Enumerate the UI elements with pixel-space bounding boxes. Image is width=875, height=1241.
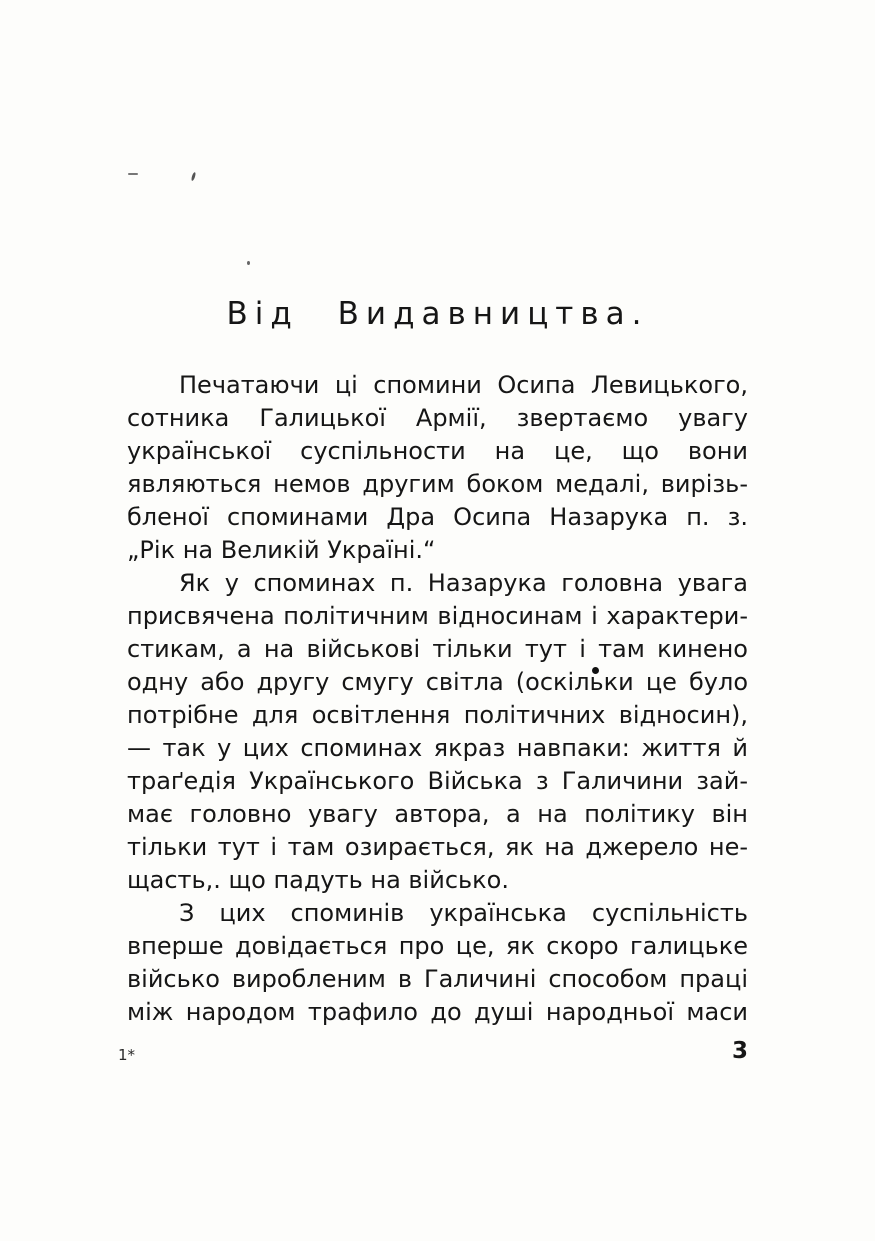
text-line: одну або другу смугу світла (оскільки це було	[127, 668, 748, 696]
scan-artifact	[191, 172, 197, 181]
paragraph	[127, 897, 748, 1029]
text-line: З цих споминів українська суспільність	[179, 899, 748, 927]
text-line: між народом трафило до душі народньої маси	[127, 998, 748, 1026]
text-line: Як у споминах п. Назарука головна увага	[179, 569, 748, 597]
text-line: бленої споминами Дра Осипа Назарука п. з.	[127, 503, 748, 531]
text-line: має головно увагу автора, а на політику він	[127, 800, 748, 828]
text-line: — так у цих споминах якраз навпаки: життя й	[127, 734, 748, 762]
text-line: присвячена політичним відносинам і характери-	[127, 602, 748, 630]
text-line: тільки тут і там озирається, як на джерело не-	[127, 833, 748, 861]
scan-artifact	[128, 173, 138, 175]
text-line: щасть,. що падуть на військо.	[127, 866, 509, 894]
page-number: 3	[731, 1038, 748, 1064]
text-line: „Рік на Великій Україні.“	[127, 536, 436, 564]
page-footer	[118, 1038, 748, 1064]
text-block	[127, 369, 748, 1029]
text-line: військо виробленим в Галичині способом праці	[127, 965, 748, 993]
text-line: траґедія Українського Війська з Галичини зай-	[127, 767, 748, 795]
text-line: української суспільности на це, що вони	[127, 437, 748, 465]
text-line: вперше довідається про це, як скоро галицьке	[127, 932, 748, 960]
signature-mark: 1*	[118, 1046, 136, 1064]
scan-artifact	[247, 261, 250, 265]
paragraph	[127, 369, 748, 567]
text-line: сотника Галицької Армії, звертаємо увагу	[127, 404, 748, 432]
page-title: Від Видавництва.	[226, 296, 649, 332]
text-line: Печатаючи ці спомини Осипа Левицького,	[179, 371, 748, 399]
text-line: являються немов другим боком медалі, вирізь-	[127, 470, 748, 498]
text-line: потрібне для освітлення політичних відносин),	[127, 701, 748, 729]
paragraph	[127, 567, 748, 897]
text-line: стикам, а на військові тільки тут і там кинено	[127, 635, 748, 663]
